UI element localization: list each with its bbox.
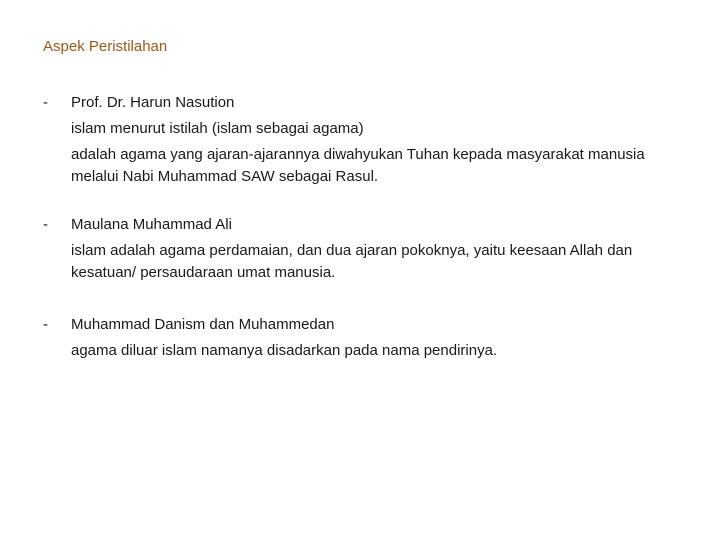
bullet-dash: - (43, 216, 48, 233)
list-item (43, 314, 683, 366)
item-line: adalah agama yang ajaran-ajarannya diwahyukan Tuhan kepada masyarakat manusia melalui Nabi Muhammad SAW sebagai Rasul. (71, 146, 645, 185)
bullet-dash: - (43, 316, 48, 333)
bullet-dash: - (43, 94, 48, 111)
item-line: agama diluar islam namanya disadarkan pada nama pendirinya. (71, 342, 498, 359)
slide-heading: Aspek Peristilahan (43, 38, 168, 55)
list-item-body (71, 214, 683, 284)
item-name: Muhammad Danism dan Muhammedan (71, 316, 335, 333)
list-item-body (71, 92, 683, 188)
item-line: islam adalah agama perdamaian, dan dua ajaran pokoknya, yaitu keesaan Allah dan kesatuan/ persaudaraan umat manusia. (71, 242, 633, 281)
list-item (43, 214, 683, 288)
item-name: Prof. Dr. Harun Nasution (71, 94, 235, 111)
list-item (43, 92, 683, 192)
item-line: islam menurut istilah (islam sebagai agama) (71, 120, 364, 137)
item-name: Maulana Muhammad Ali (71, 216, 232, 233)
list-item-body (71, 314, 683, 362)
